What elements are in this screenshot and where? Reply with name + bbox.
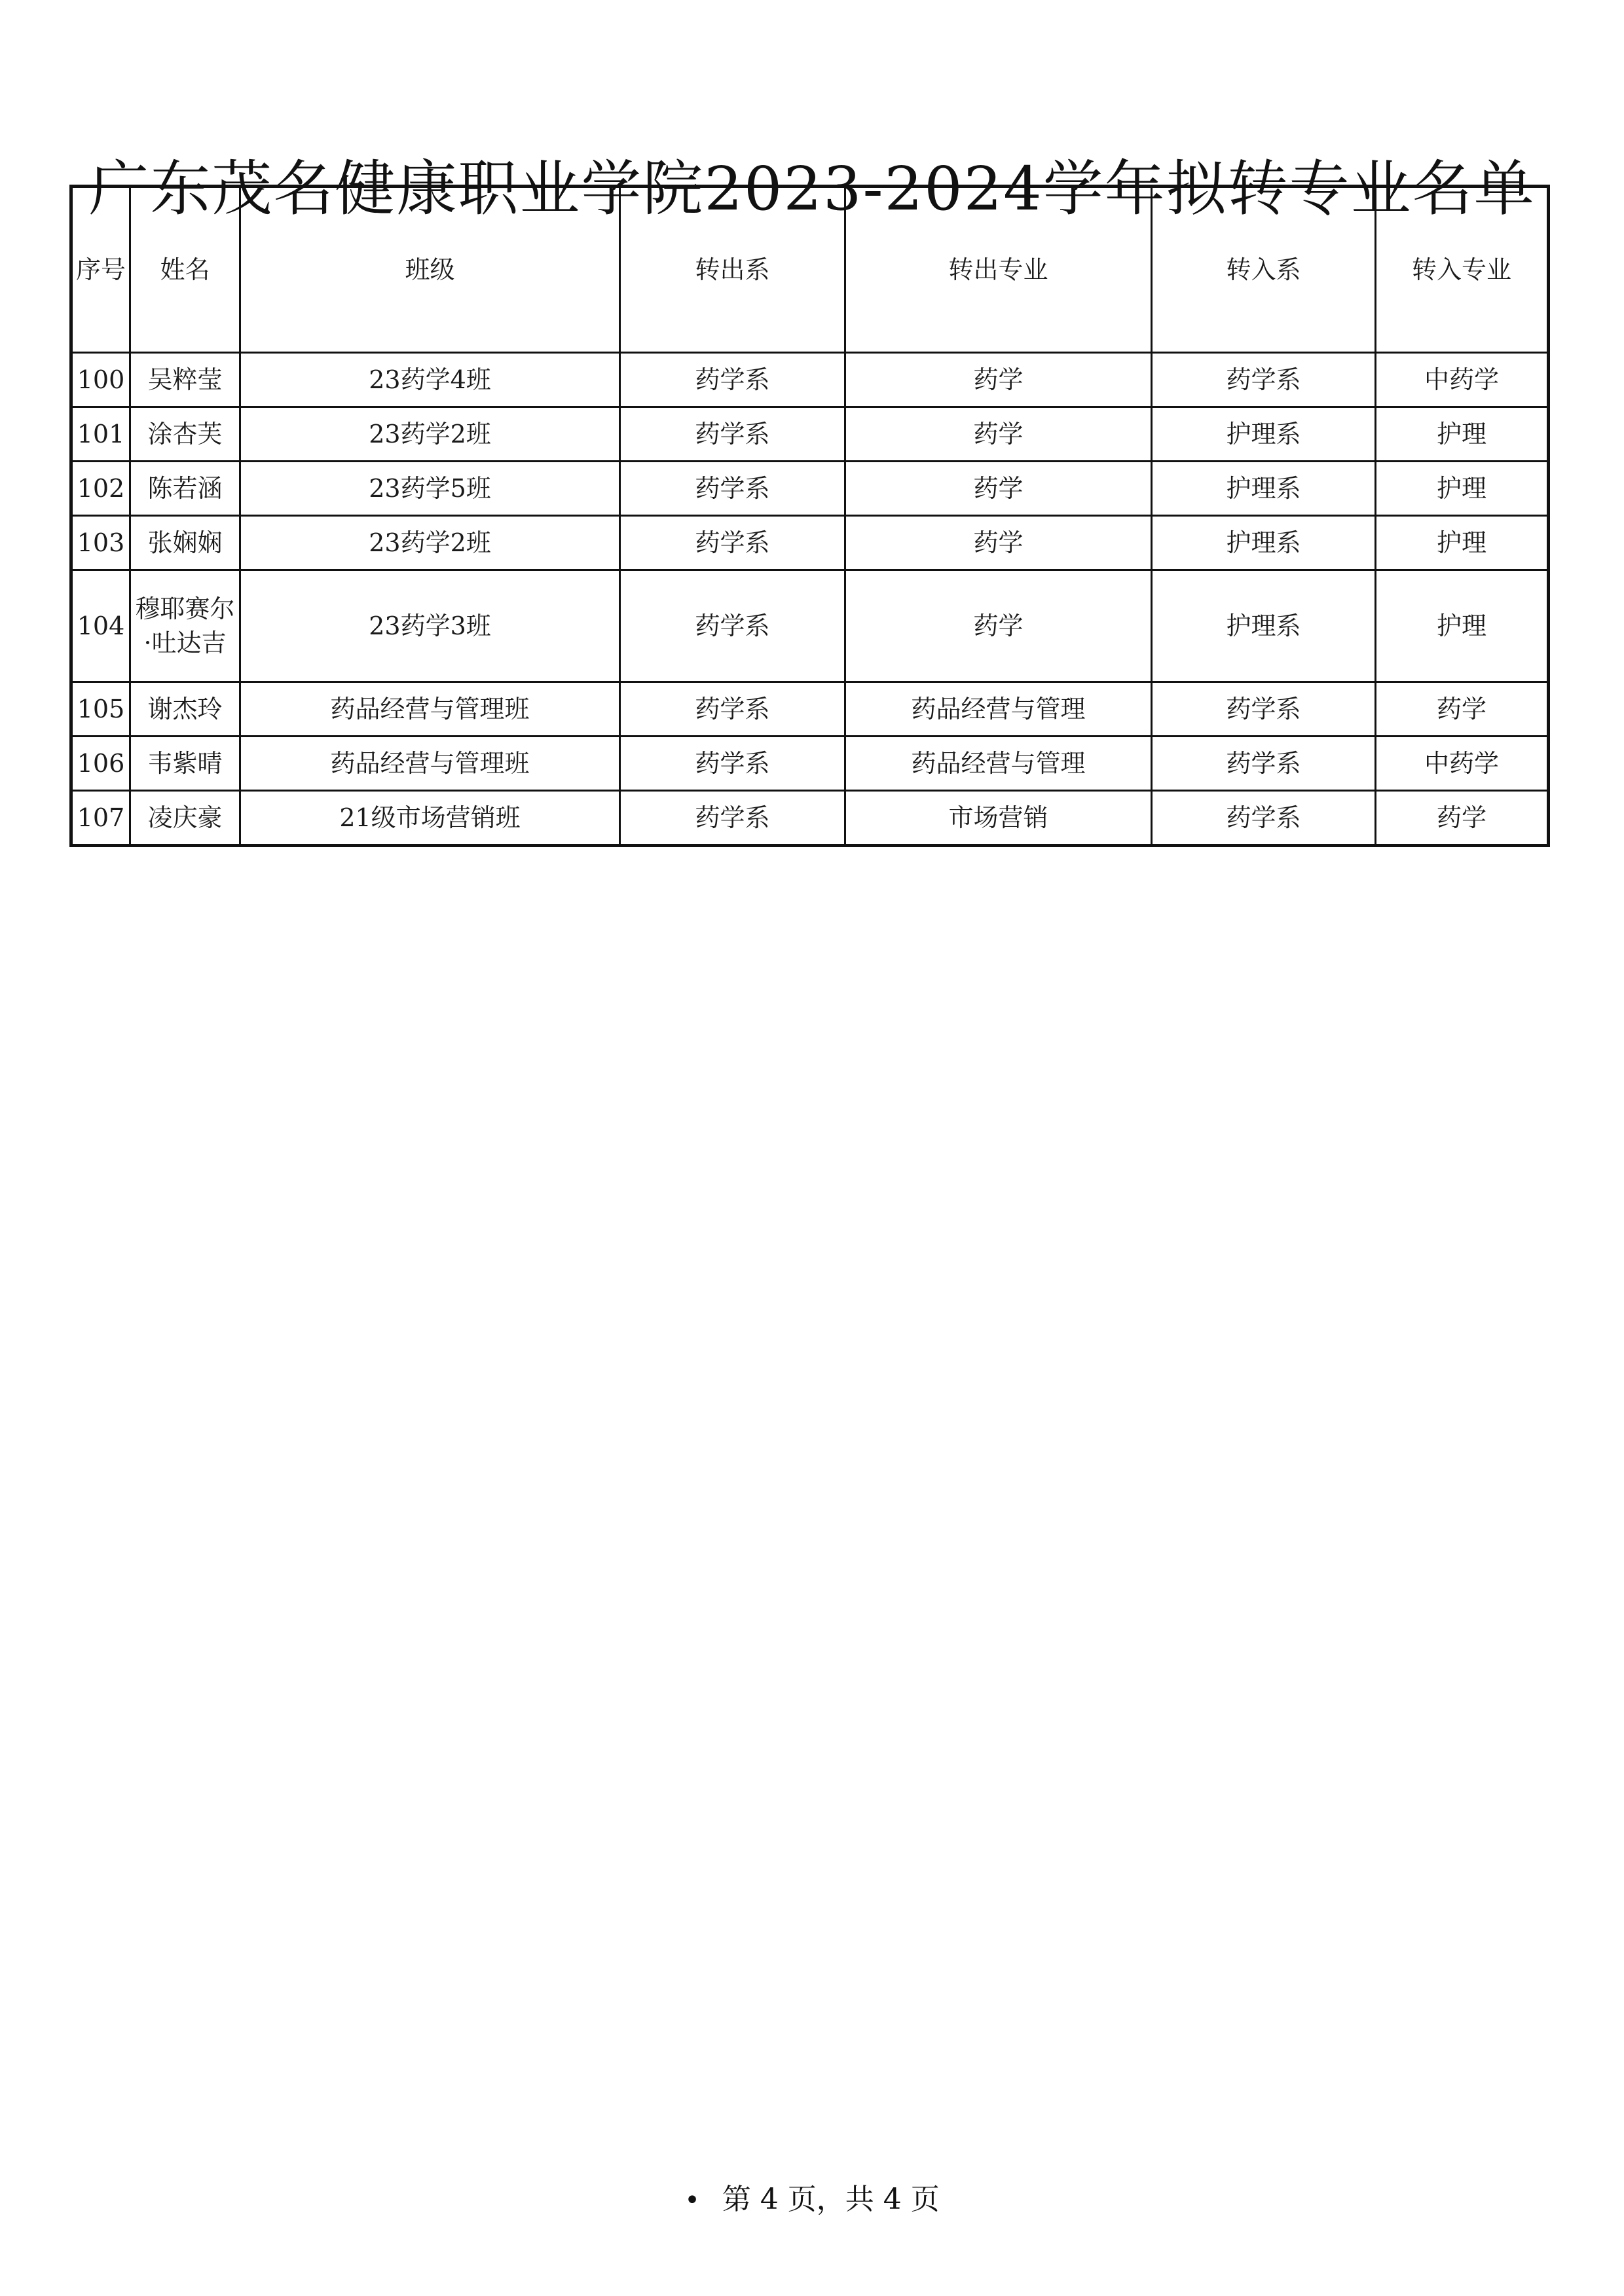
cell-name: 涂杏芙 <box>130 407 240 462</box>
table-row <box>71 353 1549 407</box>
table-row <box>71 516 1549 570</box>
header-out-major: 转出专业 <box>845 187 1152 353</box>
cell-class: 23药学5班 <box>240 462 620 516</box>
table-row <box>71 737 1549 791</box>
header-in-major: 转入专业 <box>1376 187 1549 353</box>
cell-out-dept: 药学系 <box>620 353 845 407</box>
cell-out-dept: 药学系 <box>620 737 845 791</box>
page-title: 广东茂名健康职业学院2023-2024学年拟转专业名单 <box>88 153 1536 224</box>
cell-class: 23药学4班 <box>240 353 620 407</box>
cell-seq: 107 <box>71 791 130 846</box>
cell-name: 吴粹莹 <box>130 353 240 407</box>
cell-in-dept: 护理系 <box>1152 570 1376 682</box>
cell-in-major: 护理 <box>1376 570 1549 682</box>
cell-in-major: 护理 <box>1376 407 1549 462</box>
cell-class: 23药学3班 <box>240 570 620 682</box>
cell-in-dept: 药学系 <box>1152 353 1376 407</box>
cell-out-major: 药学 <box>845 516 1152 570</box>
cell-out-major: 药学 <box>845 353 1152 407</box>
cell-out-major: 药品经营与管理 <box>845 737 1152 791</box>
cell-name: 谢杰玲 <box>130 682 240 737</box>
cell-out-dept: 药学系 <box>620 516 845 570</box>
footer-bullet: • <box>684 2185 700 2215</box>
cell-out-dept: 药学系 <box>620 570 845 682</box>
cell-name: 韦紫晴 <box>130 737 240 791</box>
cell-out-major: 药学 <box>845 407 1152 462</box>
table-row <box>71 407 1549 462</box>
cell-in-major: 中药学 <box>1376 737 1549 791</box>
cell-out-major: 药品经营与管理 <box>845 682 1152 737</box>
table-row <box>71 570 1549 682</box>
cell-in-dept: 药学系 <box>1152 737 1376 791</box>
cell-out-major: 市场营销 <box>845 791 1152 846</box>
page-number-text: 第 4 页，共 4 页 <box>722 2183 940 2216</box>
cell-in-major: 护理 <box>1376 462 1549 516</box>
cell-in-major: 药学 <box>1376 791 1549 846</box>
transfer-roster-table <box>69 185 1550 847</box>
cell-in-dept: 护理系 <box>1152 462 1376 516</box>
header-seq: 序号 <box>71 187 130 353</box>
cell-class: 21级市场营销班 <box>240 791 620 846</box>
cell-in-dept: 护理系 <box>1152 407 1376 462</box>
cell-seq: 105 <box>71 682 130 737</box>
table-row <box>71 682 1549 737</box>
cell-class: 23药学2班 <box>240 516 620 570</box>
cell-in-dept: 药学系 <box>1152 682 1376 737</box>
cell-in-dept: 护理系 <box>1152 516 1376 570</box>
cell-out-dept: 药学系 <box>620 462 845 516</box>
table-row <box>71 791 1549 846</box>
header-out-dept: 转出系 <box>620 187 845 353</box>
cell-seq: 104 <box>71 570 130 682</box>
cell-seq: 101 <box>71 407 130 462</box>
cell-class: 药品经营与管理班 <box>240 737 620 791</box>
cell-seq: 102 <box>71 462 130 516</box>
header-class: 班级 <box>240 187 620 353</box>
cell-in-major: 中药学 <box>1376 353 1549 407</box>
cell-out-major: 药学 <box>845 570 1152 682</box>
cell-seq: 100 <box>71 353 130 407</box>
cell-out-dept: 药学系 <box>620 682 845 737</box>
table-row <box>71 462 1549 516</box>
table-header-row <box>71 187 1549 353</box>
cell-seq: 106 <box>71 737 130 791</box>
cell-in-major: 护理 <box>1376 516 1549 570</box>
cell-out-major: 药学 <box>845 462 1152 516</box>
page-footer <box>0 2180 1624 2220</box>
cell-out-dept: 药学系 <box>620 407 845 462</box>
cell-name: 陈若涵 <box>130 462 240 516</box>
cell-class: 23药学2班 <box>240 407 620 462</box>
cell-in-dept: 药学系 <box>1152 791 1376 846</box>
header-in-dept: 转入系 <box>1152 187 1376 353</box>
cell-in-major: 药学 <box>1376 682 1549 737</box>
cell-name: 张娴娴 <box>130 516 240 570</box>
header-name: 姓名 <box>130 187 240 353</box>
cell-name: 穆耶赛尔·吐达吉 <box>130 570 240 682</box>
cell-name: 凌庆豪 <box>130 791 240 846</box>
cell-seq: 103 <box>71 516 130 570</box>
cell-out-dept: 药学系 <box>620 791 845 846</box>
cell-class: 药品经营与管理班 <box>240 682 620 737</box>
